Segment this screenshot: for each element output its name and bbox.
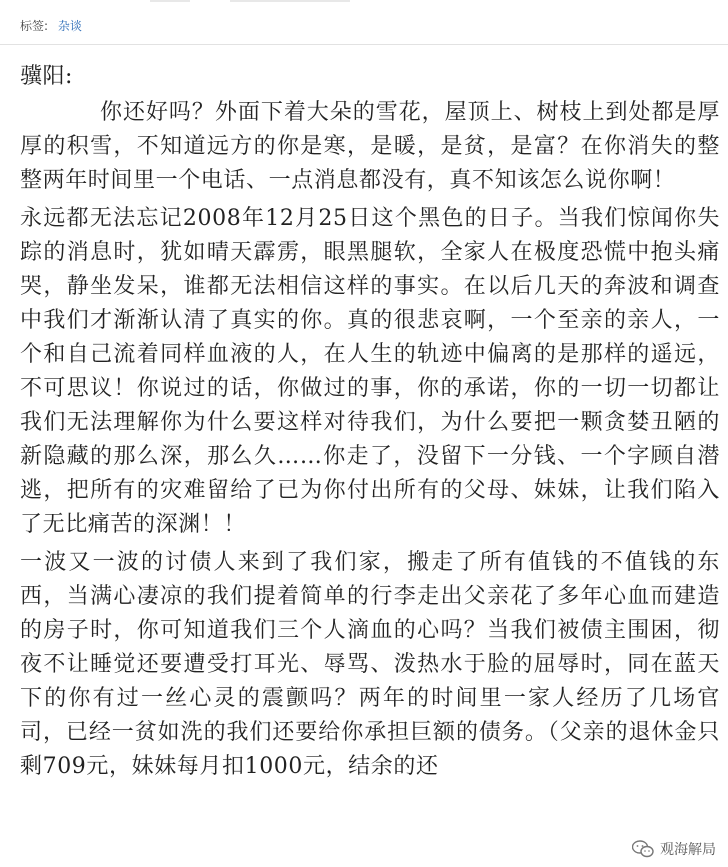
paragraph-3: 一波又一波的讨债人来到了我们家，搬走了所有值钱的不值钱的东西，当满心凄凉的我们提着简单的行李走出父亲花了多年心血而建造的房子时，你可知道我们三个人滴血的心吗？当我们被债主围困，彻夜不让睡觉还要遭受打耳光、辱骂、泼热水于脸的屈辱时，同在蓝天下的你有过一丝心灵的震颤吗？两年的时间里一家人经历了几场官司，已经一贫如洗的我们还要给你承担巨额的债务。（父亲的退休金只剩709元，妹妹每月扣1000元，结余的还 — [20, 550, 720, 779]
paragraph-2: 永远都无法忘记2008年12月25日这个黑色的日子。当我们惊闻你失踪的消息时，犹如晴天霹雳，眼黑腿软，全家人在极度恐慌中抱头痛哭，静坐发呆，谁都无法相信这样的事实。在以后几天的奔波和调查中我们才渐渐认清了真实的你。真的很悲哀啊，一个至亲的亲人，一个和自己流着同样血液的人，在人生的轨迹中偏离的是那样的遥远，不可思议！你说过的话，你做过的事，你的承诺，你的一切一切都让我们无法理解你为什么要这样对待我们，为什么要把一颗贪婪丑陋的新隐藏的那么深，那么久……你走了，没留下一分钱、一个字顾自潜逃，把所有的灾难留给了已为你付出所有的父母、妹妹，让我们陷入了无比痛苦的深渊！！ — [20, 206, 720, 537]
tag-bar — [20, 17, 82, 34]
tags-label: 标签: — [20, 19, 49, 33]
letter-greeting: 骥阳: — [20, 64, 73, 89]
cropped-header-strip — [0, 0, 728, 8]
letter-body — [20, 60, 720, 784]
wechat-account-icon — [632, 840, 654, 858]
account-watermark — [630, 837, 720, 861]
divider — [0, 44, 728, 45]
tag-link[interactable]: 杂谈 — [57, 19, 82, 33]
paragraph-1: 你还好吗？外面下着大朵的雪花，屋顶上、树枝上到处都是厚厚的积雪，不知道远方的你是寒，是暖，是贫，是富？在你消失的整整两年时间里一个电话、一点消息都没有，真不知该怎么说你啊！ — [20, 100, 720, 193]
watermark-text: 观海解局 — [660, 842, 716, 858]
